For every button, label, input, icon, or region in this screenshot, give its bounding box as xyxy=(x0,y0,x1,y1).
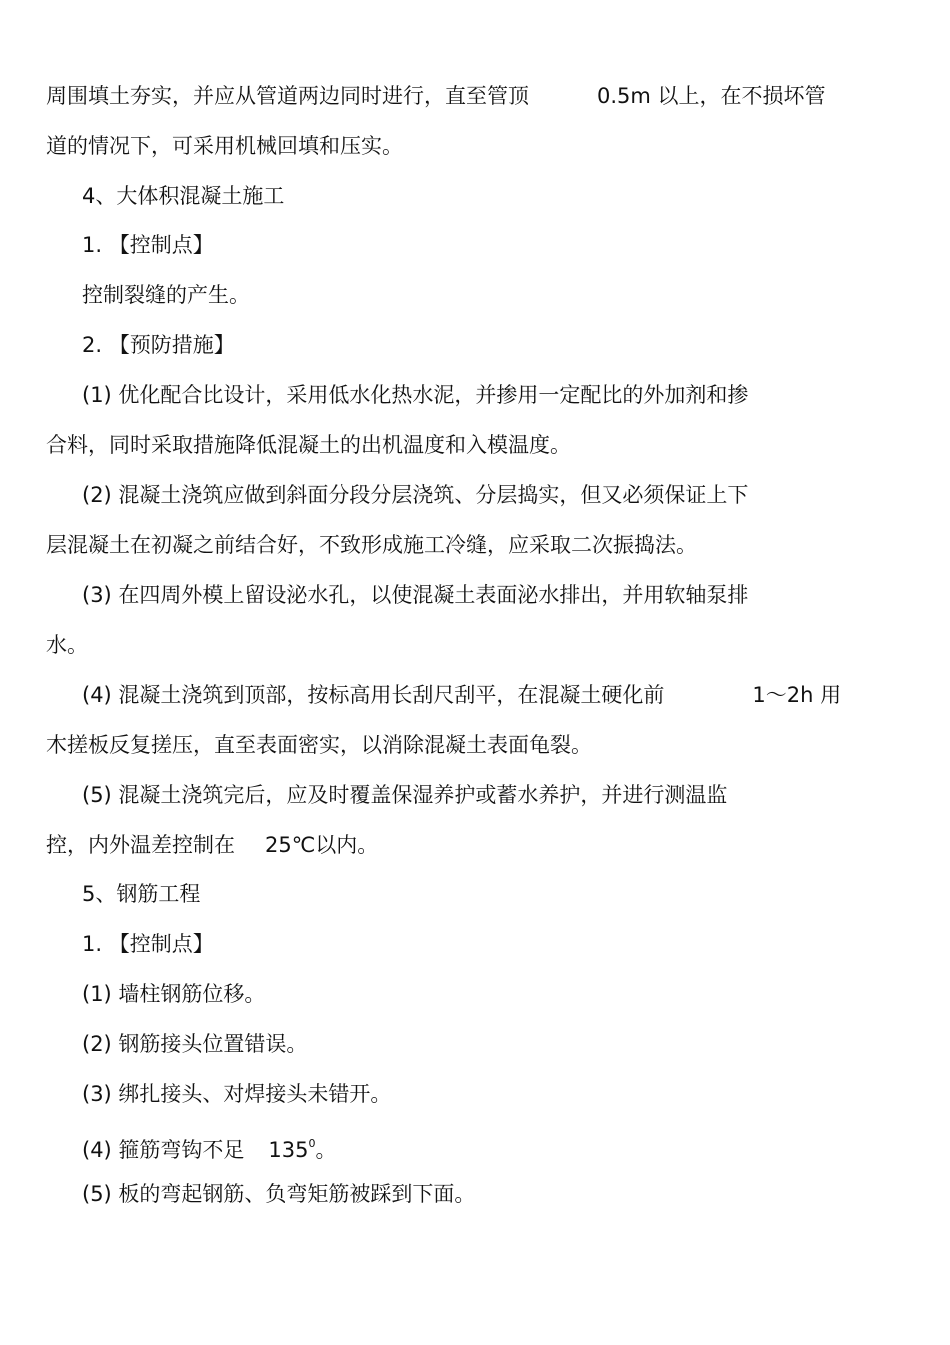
list-item: (1) 墙柱钢筋位移。 xyxy=(82,982,266,1006)
list-item: (3) 在四周外模上留设泌水孔，以使混凝土表面泌水排出，并用软轴泵排 xyxy=(82,583,749,607)
subheading: 1. 【控制点】 xyxy=(82,932,214,956)
paragraph-line: 道的情况下，可采用机械回填和压实。 xyxy=(46,134,403,158)
paragraph-line: 合料，同时采取措施降低混凝土的出机温度和入模温度。 xyxy=(46,433,571,457)
text-segment: 1～2h 用 xyxy=(752,683,842,707)
superscript: 0 xyxy=(308,1137,316,1150)
text-segment: 135 xyxy=(268,1138,309,1162)
list-item: (3) 绑扎接头、对焊接头未错开。 xyxy=(82,1082,392,1106)
subheading: 2. 【预防措施】 xyxy=(82,333,235,357)
text-segment: (4) 混凝土浇筑到顶部，按标高用长刮尺刮平，在混凝土硬化前 xyxy=(82,683,665,707)
paragraph-line xyxy=(46,830,378,860)
text-segment: 控，内外温差控制在 xyxy=(46,833,235,857)
text-segment: 0.5m 以上，在不损坏管 xyxy=(597,84,826,108)
text-segment: (4) 箍筋弯钩不足 xyxy=(82,1138,245,1162)
paragraph-line: 水。 xyxy=(46,633,88,657)
list-item: (5) 板的弯起钢筋、负弯矩筋被踩到下面。 xyxy=(82,1182,476,1206)
list-item xyxy=(82,680,841,710)
list-item: (2) 混凝土浇筑应做到斜面分段分层浇筑、分层捣实，但又必须保证上下 xyxy=(82,483,749,507)
paragraph-line xyxy=(46,81,826,111)
text-segment: 周围填土夯实，并应从管道两边同时进行，直至管顶 xyxy=(46,84,529,108)
text-segment: 。 xyxy=(315,1138,337,1162)
paragraph-line: 控制裂缝的产生。 xyxy=(82,283,250,307)
subheading: 1. 【控制点】 xyxy=(82,233,214,257)
list-item: (5) 混凝土浇筑完后，应及时覆盖保湿养护或蓄水养护，并进行测温监 xyxy=(82,783,728,807)
section-heading: 5、钢筋工程 xyxy=(82,882,201,906)
paragraph-line: 层混凝土在初凝之前结合好，不致形成施工冷缝，应采取二次振捣法。 xyxy=(46,533,697,557)
section-heading: 4、大体积混凝土施工 xyxy=(82,184,285,208)
list-item: (2) 钢筋接头位置错误。 xyxy=(82,1032,308,1056)
list-item: (1) 优化配合比设计，采用低水化热水泥，并掺用一定配比的外加剂和掺 xyxy=(82,383,749,407)
text-segment: 25℃以内。 xyxy=(265,833,379,857)
list-item xyxy=(82,1129,337,1162)
paragraph-line: 木搓板反复搓压，直至表面密实，以消除混凝土表面龟裂。 xyxy=(46,733,592,757)
